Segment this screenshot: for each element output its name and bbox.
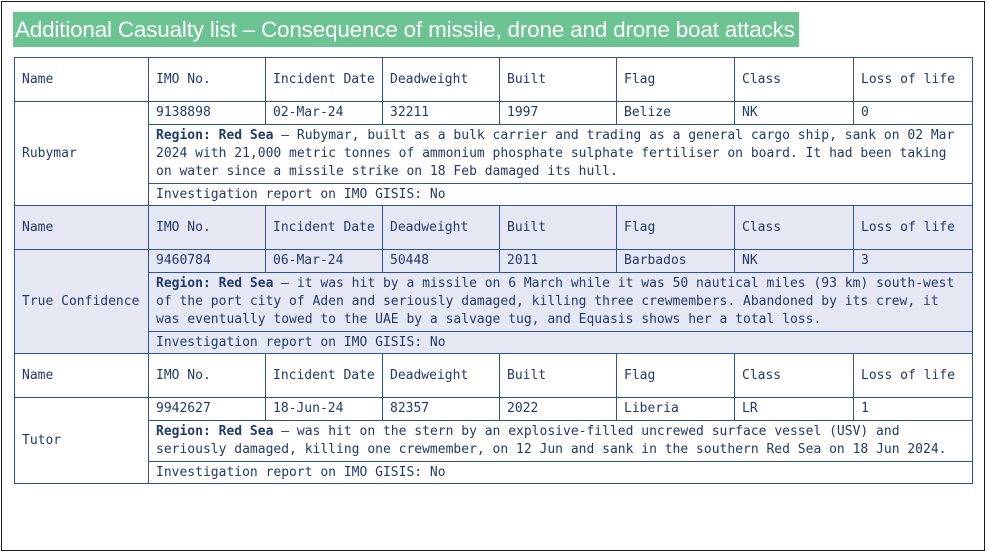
header-flag: Flag [617, 354, 735, 398]
header-built: Built [500, 354, 617, 398]
vessel-deadweight: 50448 [383, 250, 500, 273]
header-imo: IMO No. [149, 58, 266, 102]
vessel-built: 2011 [500, 250, 617, 273]
header-built: Built [500, 58, 617, 102]
vessel-deadweight: 32211 [383, 102, 500, 125]
vessel-flag: Belize [617, 102, 735, 125]
header-imo: IMO No. [149, 354, 266, 398]
header-class: Class [735, 58, 854, 102]
vessel-built: 1997 [500, 102, 617, 125]
vessel-name: Tutor [15, 398, 149, 484]
vessel-loss-of-life: 0 [854, 102, 973, 125]
vessel-name: True Confidence [15, 250, 149, 354]
region-label: Region: Red Sea [156, 128, 274, 143]
description-text: – Rubymar, built as a bulk carrier and trading as a general cargo ship, sank on 02 Mar 2024 with 21,000 metric tonnes of ammonium phosphate sulphate fertiliser on board. It had been taking on water since a missile strike on 18 Feb damaged its hull. [156, 128, 955, 179]
vessel-imo: 9460784 [149, 250, 266, 273]
header-deadweight: Deadweight [383, 206, 500, 250]
header-name: Name [15, 354, 149, 398]
header-loss-of-life: Loss of life [854, 58, 973, 102]
vessel-class: NK [735, 102, 854, 125]
header-incident-date: Incident Date [266, 206, 383, 250]
header-row [15, 206, 973, 250]
description-text: – it was hit by a missile on 6 March while it was 50 nautical miles (93 km) south-west of the port city of Aden and seriously damaged, killing three crewmembers. Abandoned by its crew, it was eventually towed to the UAE by a salvage tug, and Equasis shows her a total loss. [156, 276, 955, 327]
vessel-built: 2022 [500, 398, 617, 421]
vessel-incident-date: 06-Mar-24 [266, 250, 383, 273]
vessel-description [149, 421, 973, 462]
header-incident-date: Incident Date [266, 354, 383, 398]
vessel-flag: Liberia [617, 398, 735, 421]
header-built: Built [500, 206, 617, 250]
header-name: Name [15, 206, 149, 250]
vessel-imo: 9138898 [149, 102, 266, 125]
header-flag: Flag [617, 58, 735, 102]
header-loss-of-life: Loss of life [854, 354, 973, 398]
description-text: – was hit on the stern by an explosive-filled uncrewed surface vessel (USV) and seriously damaged, killing one crewmember, on 12 Jun and sank in the southern Red Sea on 18 Jun 2024. [156, 424, 947, 457]
header-flag: Flag [617, 206, 735, 250]
description-row [15, 421, 973, 462]
header-class: Class [735, 354, 854, 398]
header-imo: IMO No. [149, 206, 266, 250]
header-class: Class [735, 206, 854, 250]
investigation-status: Investigation report on IMO GISIS: No [149, 184, 973, 206]
vessel-flag: Barbados [617, 250, 735, 273]
investigation-row [15, 462, 973, 484]
header-row [15, 354, 973, 398]
description-row [15, 125, 973, 184]
vessel-incident-date: 02-Mar-24 [266, 102, 383, 125]
header-deadweight: Deadweight [383, 354, 500, 398]
region-label: Region: Red Sea [156, 424, 274, 439]
page-title: Additional Casualty list – Consequence of missile, drone and drone boat attacks [13, 12, 799, 47]
header-loss-of-life: Loss of life [854, 206, 973, 250]
vessel-description [149, 125, 973, 184]
casualty-table [14, 57, 973, 484]
vessel-description [149, 273, 973, 332]
investigation-status: Investigation report on IMO GISIS: No [149, 462, 973, 484]
vessel-loss-of-life: 3 [854, 250, 973, 273]
region-label: Region: Red Sea [156, 276, 274, 291]
vessel-row [15, 250, 973, 273]
header-deadweight: Deadweight [383, 58, 500, 102]
vessel-deadweight: 82357 [383, 398, 500, 421]
investigation-status: Investigation report on IMO GISIS: No [149, 332, 973, 354]
header-name: Name [15, 58, 149, 102]
vessel-class: LR [735, 398, 854, 421]
investigation-row [15, 332, 973, 354]
vessel-imo: 9942627 [149, 398, 266, 421]
vessel-class: NK [735, 250, 854, 273]
vessel-loss-of-life: 1 [854, 398, 973, 421]
description-row [15, 273, 973, 332]
vessel-incident-date: 18-Jun-24 [266, 398, 383, 421]
vessel-row [15, 398, 973, 421]
vessel-name: Rubymar [15, 102, 149, 206]
investigation-row [15, 184, 973, 206]
header-incident-date: Incident Date [266, 58, 383, 102]
vessel-row [15, 102, 973, 125]
header-row [15, 58, 973, 102]
